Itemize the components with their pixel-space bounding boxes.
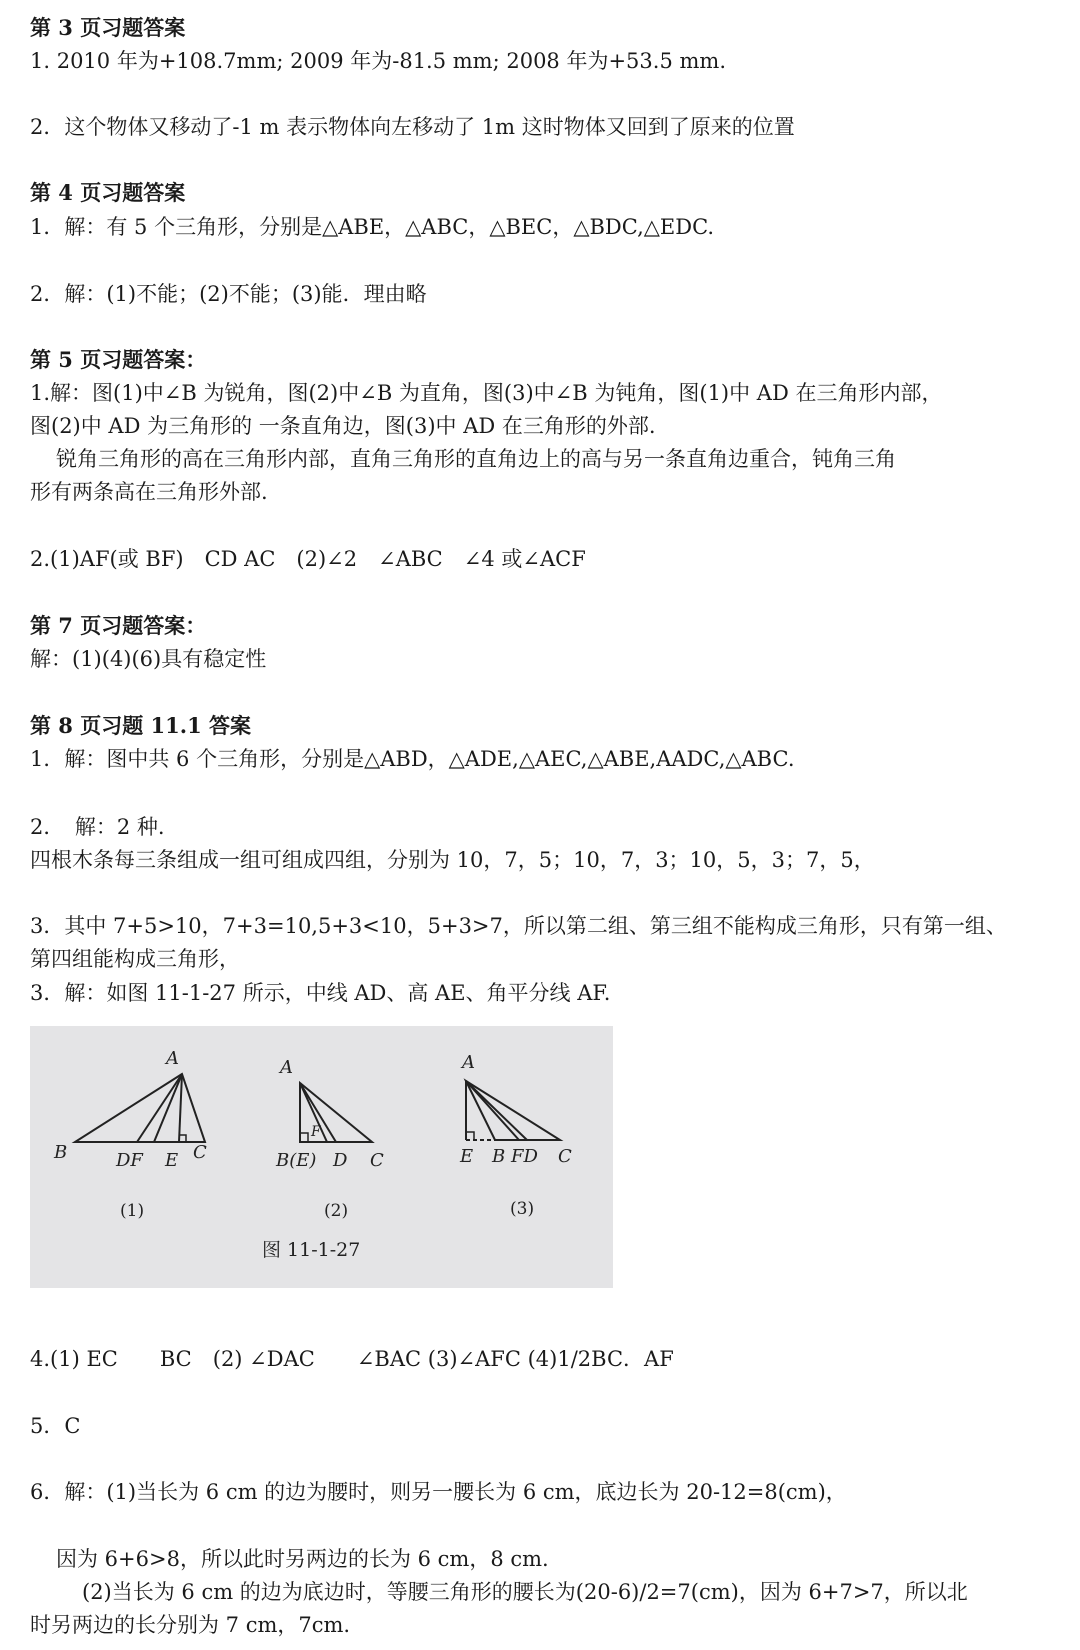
page8-answer-1: 1．解：图中共 6 个三角形，分别是△ABD，△ADE,△AEC,△ABE,AADC,△ABC. (30, 747, 795, 771)
triangle-diagrams (30, 1026, 613, 1288)
page8-answer-4: 4.(1) EC BC (2) ∠DAC ∠BAC (3)∠AFC (4)1/2BC．AF (30, 1347, 674, 1371)
page4-heading: 第 4 页习题答案 (30, 180, 186, 205)
page8-answer-3-line2: 第四组能构成三角形， (30, 947, 240, 971)
fig1-triangle (75, 1074, 205, 1142)
page3-heading: 第 3 页习题答案 (30, 15, 186, 40)
page8-answer-2: 2． 解：2 种. (30, 815, 165, 839)
page5-answer-2: 2.(1)AF(或 BF) CD AC (2)∠2 ∠ABC ∠4 或∠ACF (30, 547, 586, 571)
fig1-label-e: E (165, 1150, 179, 1171)
page8-heading: 第 8 页习题 11.1 答案 (30, 713, 252, 738)
fig3-label-c: C (558, 1146, 572, 1167)
page5-heading: 第 5 页习题答案： (30, 347, 207, 372)
fig3-label-a: A (462, 1052, 475, 1073)
page4-answer-1: 1．解：有 5 个三角形，分别是△ABE，△ABC，△BEC，△BDC,△EDC. (30, 215, 715, 239)
figure-11-1-27 (30, 1026, 613, 1288)
fig1-median-ad (137, 1074, 182, 1142)
page8-answer-3b: 3．解：如图 11-1-27 所示，中线 AD、高 AE、角平分线 AF. (30, 981, 611, 1005)
fig1-altitude-ae (179, 1074, 182, 1142)
fig2-label-c: C (370, 1150, 384, 1171)
fig2-right-angle-mark (300, 1133, 308, 1142)
panel-label-3: (3) (510, 1199, 535, 1219)
page7-answer: 解：(1)(4)(6)具有稳定性 (30, 647, 267, 671)
fig1-label-c: C (193, 1142, 207, 1163)
page4-answer-2: 2．解：(1)不能；(2)不能；(3)能．理由略 (30, 282, 427, 306)
fig2-label-f: F (311, 1124, 321, 1140)
fig3-median-ad (466, 1081, 527, 1140)
fig1-label-df: DF (116, 1150, 143, 1171)
panel-label-1: (1) (120, 1201, 145, 1221)
page3-answer-1: 1. 2010 年为+108.7mm; 2009 年为-81.5 mm; 2008 年为+53.5 mm. (30, 49, 726, 73)
figure-caption: 图 11-1-27 (262, 1239, 361, 1261)
page8-answer-6-line2: 因为 6+6>8，所以此时另两边的长为 6 cm，8 cm. (56, 1547, 549, 1571)
page8-answer-6-line3: (2)当长为 6 cm 的边为底边时，等腰三角形的腰长为(20-6)/2=7(cm)，因为 6+7>7，所以北 (82, 1580, 968, 1604)
page8-answer-5: 5．C (30, 1414, 81, 1438)
page5-answer-1-line1: 1.解：图(1)中∠B 为锐角，图(2)中∠B 为直角，图(3)中∠B 为钝角，图(1)中 AD 在三角形内部， (30, 381, 943, 405)
fig1-label-a: A (166, 1048, 179, 1069)
fig2-label-a: A (280, 1057, 293, 1078)
page5-answer-1-line3: 锐角三角形的高在三角形内部，直角三角形的直角边上的高与另一条直角边重合，钝角三角 (56, 447, 896, 471)
page8-answer-6-line4: 时另两边的长分别为 7 cm，7cm. (30, 1613, 351, 1637)
page8-answer-2-detail: 四根木条每三条组成一组可组成四组，分别为 10，7，5；10，7，3；10，5，3；7，5， (30, 848, 875, 872)
page7-heading: 第 7 页习题答案： (30, 613, 207, 638)
page8-answer-6-line1: 6．解：(1)当长为 6 cm 的边为腰时，则另一腰长为 6 cm，底边长为 20-12=8(cm)， (30, 1480, 847, 1504)
fig1-bisector-af (154, 1074, 182, 1142)
fig2-label-d: D (333, 1150, 348, 1171)
page5-answer-1-line2: 图(2)中 AD 为三角形的 一条直角边，图(3)中 AD 在三角形的外部. (30, 414, 656, 438)
fig3-right-angle-mark (466, 1132, 474, 1140)
fig3-triangle (466, 1081, 560, 1140)
fig3-label-e: E (460, 1146, 474, 1167)
page8-answer-3-line1: 3．其中 7+5>10，7+3=10,5+3<10，5+3>7，所以第二组、第三组不能构成三角形，只有第一组、 (30, 914, 1007, 938)
page3-answer-2: 2．这个物体又移动了-1 m 表示物体向左移动了 1m 这时物体又回到了原来的位置 (30, 115, 795, 139)
panel-label-2: (2) (324, 1201, 349, 1221)
fig3-label-bfd: B FD (492, 1146, 538, 1167)
page5-answer-1-line4: 形有两条高在三角形外部. (30, 480, 268, 504)
fig2-label-be: B(E) (276, 1150, 317, 1171)
fig1-label-b: B (54, 1142, 68, 1163)
